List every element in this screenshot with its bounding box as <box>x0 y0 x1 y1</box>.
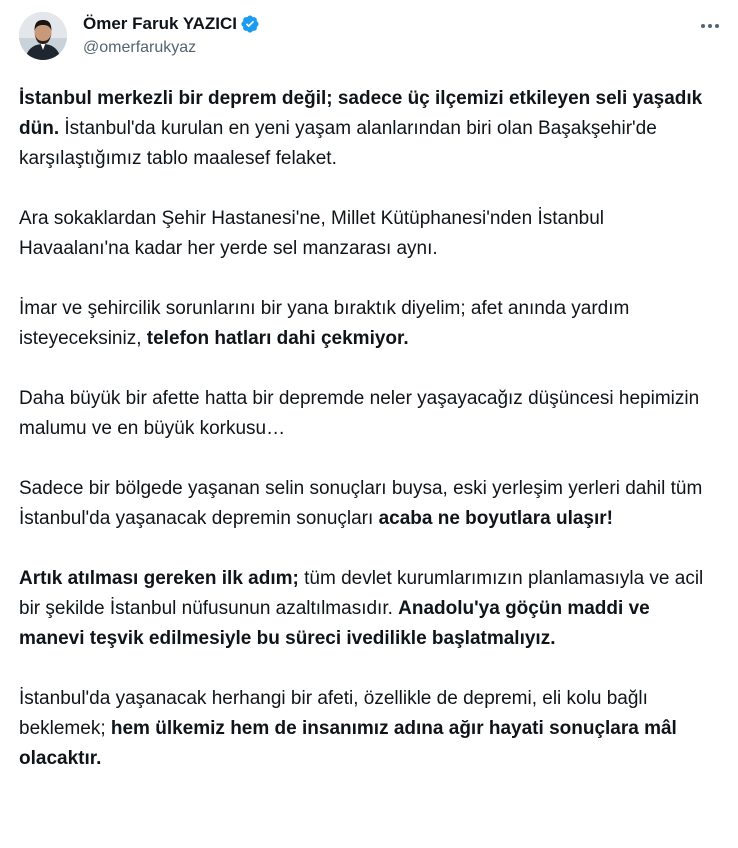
avatar[interactable] <box>19 12 67 60</box>
ellipsis-horizontal-icon <box>700 23 720 29</box>
bold-text-segment: acaba ne boyutlara ulaşır! <box>378 508 613 529</box>
text-segment: Daha büyük bir afette hatta bir depremde neler yaşayacağız düşüncesi hepimizin malumu ve en büyük korkusu… <box>19 388 700 439</box>
name-row <box>83 13 260 35</box>
tweet-paragraph <box>19 84 719 174</box>
tweet-paragraph <box>19 204 719 264</box>
user-info <box>83 12 260 57</box>
profile-photo-avatar-icon <box>19 12 67 60</box>
text-segment: İstanbul'da yaşanacak herhangi bir afeti, özellikle de depremi, eli kolu bağlı beklemek; <box>19 688 648 739</box>
verified-badge-icon[interactable] <box>240 14 260 34</box>
display-name[interactable]: Ömer Faruk YAZICI <box>83 14 238 33</box>
bold-text-segment: Anadolu'ya göçün maddi ve manevi teşvik edilmesiyle bu süreci ivedilikle başlatmalıyız. <box>19 598 650 649</box>
text-segment: İmar ve şehircilik sorunlarını bir yana bıraktık diyelim; afet anında yardım isteyeceksiniz, <box>19 298 630 349</box>
tweet-paragraph <box>19 684 719 774</box>
user-handle[interactable]: @omerfarukyaz <box>83 39 197 56</box>
bold-text-segment: Artık atılması gereken ilk adım; <box>19 568 299 589</box>
text-segment: Sadece bir bölgede yaşanan selin sonuçları buysa, eski yerleşim yerleri dahil tüm İstanbul'da yaşanacak depremin sonuçları <box>19 478 703 529</box>
bold-text-segment: hem ülkemiz hem de insanımız adına ağır hayati sonuçlara mâl olacaktır. <box>19 718 677 769</box>
text-segment: tüm devlet kurumlarımızın planlamasıyla ve acil bir şekilde İstanbul nüfusunun azaltılmasıdır. <box>19 568 704 619</box>
tweet-text <box>19 84 719 774</box>
tweet-header <box>19 12 725 68</box>
bold-text-segment: telefon hatları dahi çekmiyor. <box>146 328 409 349</box>
tweet-paragraph <box>19 384 719 444</box>
bold-text-segment: İstanbul merkezli bir deprem değil; sadece üç ilçemizi etkileyen seli yaşadık dün. <box>19 88 703 139</box>
text-segment: Ara sokaklardan Şehir Hastanesi'ne, Millet Kütüphanesi'nden İstanbul Havaalanı'na kadar her yerde sel manzarası aynı. <box>19 208 604 259</box>
tweet-paragraph <box>19 474 719 534</box>
tweet-paragraph <box>19 294 719 354</box>
text-segment: İstanbul'da kurulan en yeni yaşam alanlarından biri olan Başakşehir'de karşılaştığımız tablo maalesef felaket. <box>19 118 657 169</box>
tweet-paragraph <box>19 564 719 654</box>
more-options-button[interactable] <box>695 14 725 38</box>
